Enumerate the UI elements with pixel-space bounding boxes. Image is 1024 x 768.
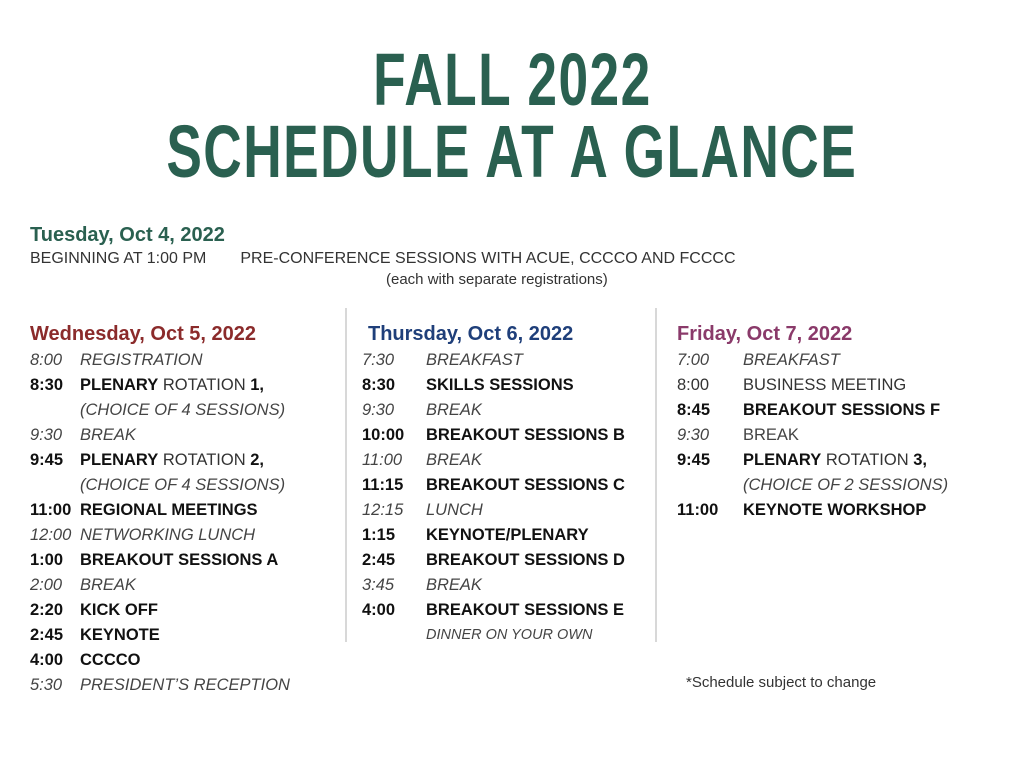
row-time: 9:45 (30, 451, 64, 469)
row-label: BREAK (80, 426, 136, 444)
row-label: BREAK (426, 401, 482, 419)
row-time: 9:30 (30, 426, 63, 444)
row-label: LUNCH (426, 501, 483, 519)
wednesday-heading: Wednesday, Oct 5, 2022 (30, 323, 257, 345)
row-time: 1:15 (362, 526, 396, 544)
schedule-row (362, 348, 573, 373)
row-time: 8:00 (30, 351, 63, 369)
row-label: REGISTRATION (80, 351, 203, 369)
row-time: 4:00 (30, 651, 64, 669)
column-divider (655, 308, 657, 642)
schedule-row (677, 473, 949, 498)
schedule-row (30, 523, 256, 548)
footnote: *Schedule subject to change (686, 674, 877, 691)
row-time: 9:30 (677, 426, 710, 444)
row-time: 11:00 (677, 501, 719, 519)
schedule-row (30, 598, 256, 623)
row-time: 2:20 (30, 601, 64, 619)
row-label (80, 448, 264, 473)
row-label: KEYNOTE WORKSHOP (743, 501, 927, 519)
row-label (80, 373, 264, 398)
schedule-row (677, 348, 852, 373)
row-time: 9:30 (362, 401, 395, 419)
tuesday-start: BEGINNING AT 1:00 PM (30, 250, 207, 267)
row-time: 11:00 (362, 451, 403, 469)
schedule-row (30, 498, 256, 523)
row-label: BREAKOUT SESSIONS C (426, 476, 625, 494)
schedule-row (30, 673, 290, 698)
schedule-row (362, 623, 593, 648)
schedule-row (362, 423, 625, 448)
row-time: 8:30 (30, 376, 64, 394)
schedule-row (362, 548, 625, 573)
row-time: 2:45 (362, 551, 396, 569)
schedule-row (362, 473, 625, 498)
schedule-row (677, 373, 907, 398)
schedule-row (362, 523, 589, 548)
row-time: 7:30 (362, 351, 395, 369)
schedule-row (362, 398, 573, 423)
row-label: BREAK (426, 451, 482, 469)
row-label: BREAKOUT SESSIONS D (426, 551, 625, 569)
row-time: 4:00 (362, 601, 396, 619)
schedule-row (362, 573, 573, 598)
schedule-row (30, 348, 256, 373)
schedule-row (362, 598, 625, 623)
row-time: 10:00 (362, 426, 405, 444)
row-label: (CHOICE OF 4 SESSIONS) (80, 401, 286, 419)
row-label-num: 2, (250, 451, 264, 469)
schedule-row (677, 398, 941, 423)
schedule-row (30, 398, 286, 423)
row-label: KEYNOTE (80, 626, 160, 644)
row-label: BREAKFAST (743, 351, 840, 369)
row-time: 11:00 (30, 501, 72, 519)
schedule-row (30, 473, 286, 498)
friday-heading: Friday, Oct 7, 2022 (677, 323, 853, 345)
row-label-num: 1, (250, 376, 264, 394)
schedule-row (362, 448, 573, 473)
row-time: 5:30 (30, 676, 63, 694)
row-label: BREAKOUT SESSIONS A (80, 551, 279, 569)
row-label: BREAKOUT SESSIONS B (426, 426, 625, 444)
row-label: CCCCO (80, 651, 141, 669)
row-label: BREAK (80, 576, 136, 594)
schedule-row (30, 648, 256, 673)
row-time: 12:00 (30, 526, 72, 544)
row-label (743, 448, 927, 473)
row-time: 1:00 (30, 551, 64, 569)
row-label: NETWORKING LUNCH (80, 526, 256, 544)
wednesday-column (30, 320, 290, 698)
schedule-row (362, 373, 573, 398)
thursday-heading: Thursday, Oct 6, 2022 (368, 323, 574, 345)
row-time: 8:30 (362, 376, 396, 394)
row-time: 8:00 (677, 376, 710, 394)
row-label: BREAKOUT SESSIONS F (743, 401, 941, 419)
row-time: 2:00 (30, 576, 63, 594)
row-label: REGIONAL MEETINGS (80, 501, 258, 519)
title-line-2 (0, 112, 1024, 192)
row-label-rest: ROTATION (158, 451, 251, 469)
schedule-row (30, 373, 264, 398)
title-line-1 (0, 40, 1024, 120)
row-label: BREAK (743, 426, 799, 444)
row-label: BREAKOUT SESSIONS E (426, 601, 625, 619)
column-divider (345, 308, 347, 642)
row-label: BUSINESS MEETING (743, 376, 907, 394)
row-time: 11:15 (362, 476, 404, 494)
row-label-bold: PLENARY (80, 451, 159, 469)
row-label: KICK OFF (80, 601, 158, 619)
schedule-row (30, 573, 256, 598)
schedule-row (677, 423, 852, 448)
title-line-1-text: FALL 2022 (372, 38, 652, 121)
row-label-num: 3, (913, 451, 927, 469)
tuesday-line (30, 250, 736, 268)
row-label: (CHOICE OF 2 SESSIONS) (743, 476, 949, 494)
schedule-row (30, 548, 279, 573)
tuesday-note: (each with separate registrations) (386, 271, 608, 288)
thursday-column (362, 320, 625, 648)
schedule-row (30, 448, 264, 473)
schedule-row (362, 498, 573, 523)
tuesday-sessions: PRE-CONFERENCE SESSIONS WITH ACUE, CCCCO AND FCCCC (240, 250, 736, 267)
tuesday-heading: Tuesday, Oct 4, 2022 (30, 224, 225, 246)
row-time: 3:45 (362, 576, 395, 594)
row-time: 2:45 (30, 626, 64, 644)
row-label-rest: ROTATION (158, 376, 251, 394)
row-label: PRESIDENT’S RECEPTION (80, 676, 290, 694)
row-label: BREAK (426, 576, 482, 594)
row-label: DINNER ON YOUR OWN (426, 627, 593, 643)
friday-column (677, 320, 949, 523)
row-label: BREAKFAST (426, 351, 523, 369)
title-line-2-text: SCHEDULE AT A GLANCE (166, 110, 858, 193)
schedule-row (30, 623, 256, 648)
row-label: SKILLS SESSIONS (426, 376, 574, 394)
row-time: 12:15 (362, 501, 404, 519)
row-time: 8:45 (677, 401, 711, 419)
schedule-row (677, 448, 927, 473)
row-label-bold: PLENARY (743, 451, 822, 469)
row-label-rest: ROTATION (821, 451, 914, 469)
row-label: KEYNOTE/PLENARY (426, 526, 589, 544)
row-label: (CHOICE OF 4 SESSIONS) (80, 476, 286, 494)
row-time: 7:00 (677, 351, 710, 369)
schedule-row (30, 423, 256, 448)
schedule-row (677, 498, 927, 523)
row-label-bold: PLENARY (80, 376, 159, 394)
row-time: 9:45 (677, 451, 711, 469)
